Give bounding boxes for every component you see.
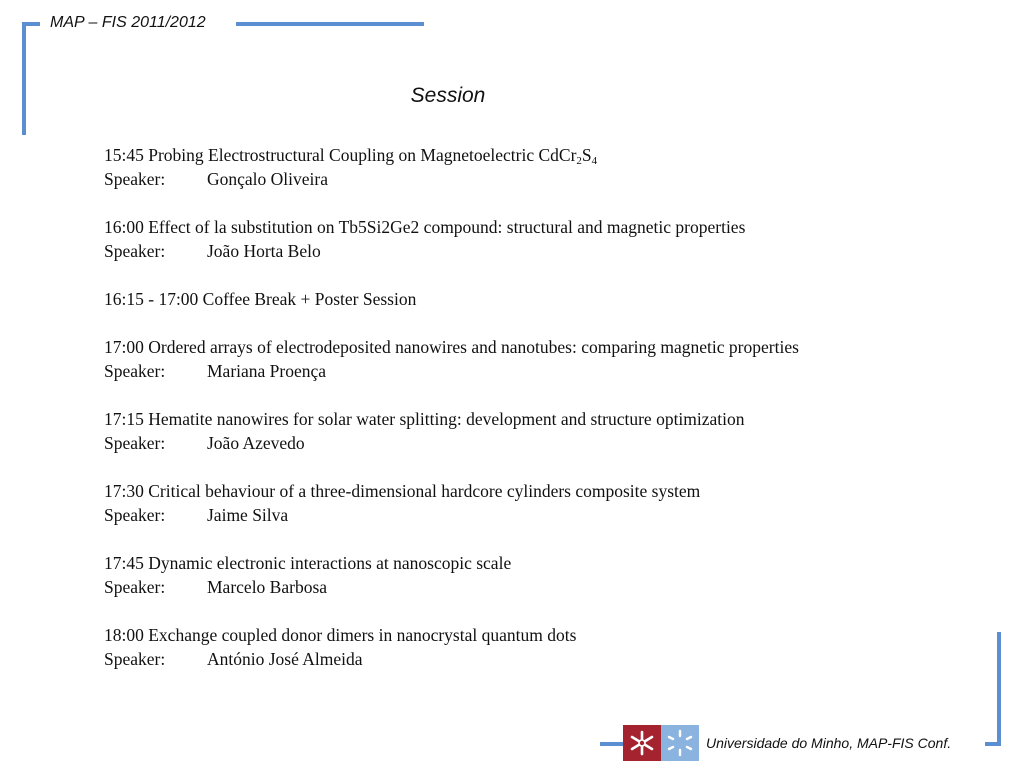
speaker-name: João Azevedo [207, 433, 305, 453]
speaker-name: Mariana Proença [207, 361, 327, 381]
speaker-label: Speaker: [104, 169, 166, 189]
speaker-label: Speaker: [104, 433, 166, 453]
entry-title: 17:45 Dynamic electronic interactions at nanoscopic scale [104, 553, 512, 573]
speaker-label: Speaker: [104, 505, 166, 525]
schedule-entry [104, 407, 984, 455]
frame-line-top-horizontal [236, 22, 424, 26]
entry-title: 17:15 Hematite nanowires for solar water splitting: development and structure optimization [104, 409, 745, 429]
session-title: Session [410, 84, 486, 107]
schedule-list [104, 143, 984, 695]
schedule-entry [104, 479, 984, 527]
speaker-label: Speaker: [104, 577, 166, 597]
schedule-entry [104, 215, 984, 263]
speaker-row [104, 575, 984, 599]
footer-institution: Universidade do Minho, MAP-FIS Conf. [706, 735, 952, 751]
entry-title: 16:00 Effect of la substitution on Tb5Si2Ge2 compound: structural and magnetic properties [104, 217, 746, 237]
speaker-name: Marcelo Barbosa [207, 577, 328, 597]
frame-line-bottom-right-horizontal [985, 742, 1001, 746]
schedule-entry [104, 143, 984, 191]
speaker-name: António José Almeida [207, 649, 363, 669]
speaker-label: Speaker: [104, 241, 166, 261]
frame-line-top-left-vertical [22, 24, 26, 135]
speaker-label: Speaker: [104, 649, 166, 669]
entry-title: 18:00 Exchange coupled donor dimers in nanocrystal quantum dots [104, 625, 577, 645]
speaker-row [104, 239, 984, 263]
speaker-row [104, 167, 984, 191]
um-logo-blue-icon [661, 725, 699, 761]
um-logo-red-icon [623, 725, 661, 761]
speaker-row [104, 503, 984, 527]
speaker-label: Speaker: [104, 361, 166, 381]
schedule-entry [104, 551, 984, 599]
speaker-name: Gonçalo Oliveira [207, 169, 328, 189]
speaker-name: Jaime Silva [207, 505, 289, 525]
frame-line-bottom-right-vertical [997, 632, 1001, 746]
speaker-row [104, 431, 984, 455]
frame-line-bottom-horizontal [600, 742, 625, 746]
entry-title: 16:15 - 17:00 Coffee Break + Poster Session [104, 289, 417, 309]
speaker-name: João Horta Belo [207, 241, 321, 261]
speaker-row [104, 359, 984, 383]
header-title: MAP – FIS 2011/2012 [50, 14, 206, 31]
schedule-entry-break [104, 287, 984, 311]
frame-line-top-left-horizontal [22, 22, 40, 26]
schedule-entry [104, 335, 984, 383]
entry-title: 17:00 Ordered arrays of electrodeposited nanowires and nanotubes: comparing magnetic properties [104, 337, 799, 357]
schedule-entry [104, 623, 984, 671]
speaker-row [104, 647, 984, 671]
entry-title: 17:30 Critical behaviour of a three-dimensional hardcore cylinders composite system [104, 481, 701, 501]
entry-title: 15:45 Probing Electrostructural Coupling on Magnetoelectric $CdCr_2S_4$ [104, 145, 598, 167]
